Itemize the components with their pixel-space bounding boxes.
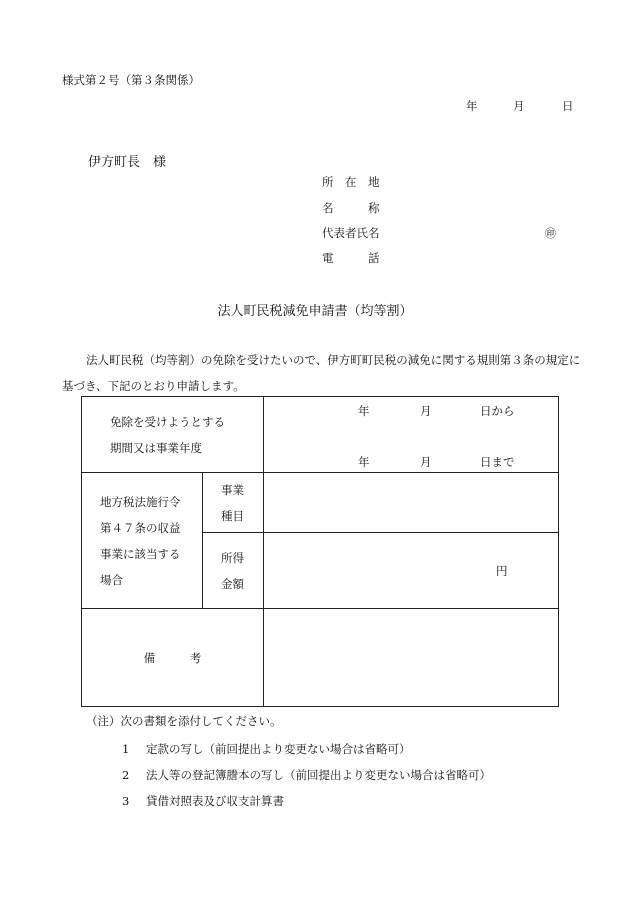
case-label-cell bbox=[82, 473, 203, 609]
period-label-line2: 期間又は事業年度 bbox=[110, 440, 202, 455]
income-label-line2: 金額 bbox=[221, 576, 244, 591]
phone-label: 電 話 bbox=[322, 251, 380, 265]
note-item bbox=[122, 767, 491, 783]
seal-mark: ㊞ bbox=[545, 227, 556, 240]
note-item-number: 1 bbox=[122, 742, 130, 756]
business-type-input[interactable] bbox=[264, 473, 559, 533]
business-label-line1: 事業 bbox=[221, 482, 244, 497]
case-label-line1: 地方税法施行令 bbox=[100, 494, 181, 509]
date-year-label: 年 bbox=[466, 99, 478, 113]
case-label-line3: 事業に該当する bbox=[100, 546, 181, 561]
income-amount-input[interactable] bbox=[264, 533, 559, 609]
remarks-row bbox=[82, 609, 559, 707]
remarks-input[interactable] bbox=[264, 609, 559, 707]
representative-label: 代表者氏名 bbox=[322, 226, 380, 240]
note-item bbox=[122, 793, 284, 809]
note-item bbox=[122, 741, 411, 757]
period-dates-cell[interactable] bbox=[264, 397, 559, 473]
date-day-label: 日 bbox=[562, 99, 574, 113]
period-label-line1: 免除を受けようとする bbox=[110, 414, 225, 429]
to-year: 年 bbox=[358, 455, 370, 469]
name-label: 名 称 bbox=[322, 201, 380, 215]
body-text: 法人町民税（均等割）の免除を受けたいので、伊方町町民税の減免に関する規則第３条の規定に基づき、下記のとおり申請します。 bbox=[62, 353, 581, 393]
period-label-cell bbox=[82, 397, 264, 473]
yen-unit: 円 bbox=[496, 564, 508, 578]
note-item-text: 定款の写し（前回提出より変更ない場合は省略可） bbox=[146, 742, 411, 756]
note-item-number: 2 bbox=[122, 768, 130, 782]
case-label-line4: 場合 bbox=[100, 572, 123, 587]
application-table bbox=[81, 396, 559, 707]
addressee: 伊方町長 様 bbox=[88, 155, 167, 170]
date-month-label: 月 bbox=[513, 99, 525, 113]
address-label: 所 在 地 bbox=[322, 175, 380, 189]
note-item-text: 法人等の登記簿謄本の写し（前回提出より変更ない場合は省略可） bbox=[146, 768, 491, 782]
to-day: 日まで bbox=[480, 455, 515, 469]
note-item-text: 貸借対照表及び収支計算書 bbox=[146, 794, 284, 808]
note-item-number: 3 bbox=[122, 794, 130, 808]
document-title: 法人町民税減免申請書（均等割） bbox=[217, 304, 413, 319]
from-day: 日から bbox=[480, 404, 515, 418]
from-year: 年 bbox=[358, 404, 370, 418]
remarks-label: 備 考 bbox=[143, 650, 202, 665]
income-label-line1: 所得 bbox=[221, 550, 244, 565]
remarks-label-cell bbox=[82, 609, 264, 707]
income-label-cell bbox=[203, 533, 264, 609]
to-month: 月 bbox=[420, 455, 432, 469]
business-type-row bbox=[82, 473, 559, 533]
business-label-line2: 種目 bbox=[221, 508, 244, 523]
period-row bbox=[82, 397, 559, 473]
from-month: 月 bbox=[420, 404, 432, 418]
business-label-cell bbox=[203, 473, 264, 533]
form-number: 様式第２号（第３条関係） bbox=[62, 73, 200, 87]
case-label-line2: 第４７条の収益 bbox=[100, 520, 181, 535]
notes-heading: （注）次の書類を添付してください。 bbox=[86, 714, 282, 728]
